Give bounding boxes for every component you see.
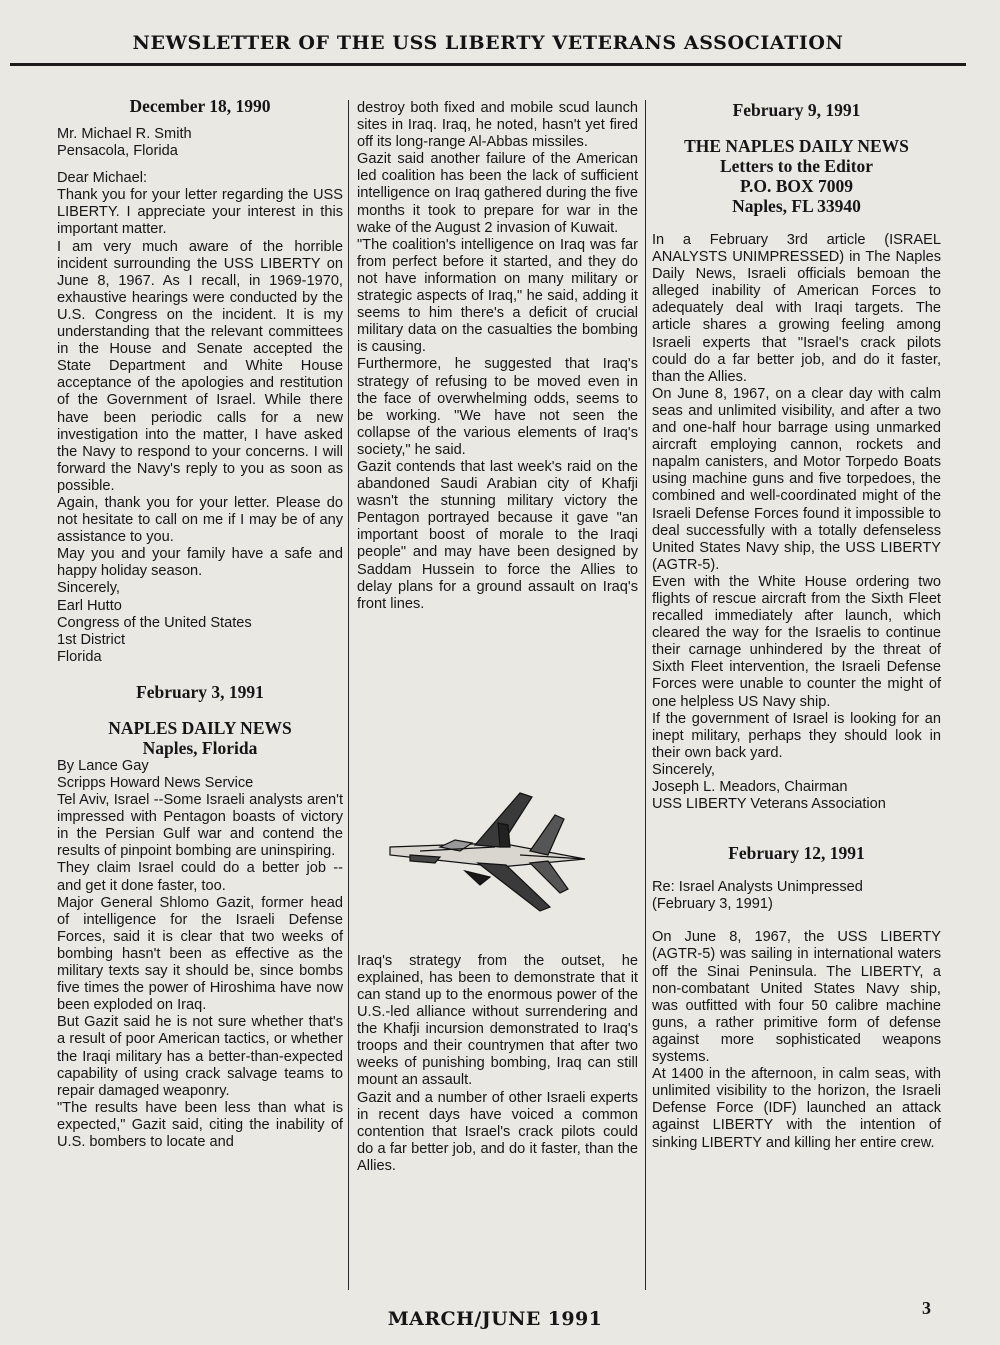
paragraph: On June 8, 1967, on a clear day with calm seas and unlimited visibility, and after a two and one-half hour barrage using unmarked aircraft employing cannon, rockets and napalm canisters, and Motor Torpedo Boats using machine guns and five torpedoes, the combined and well-coordinated might of the Israeli Defense Forces found it impossible to deal successfully with a totally defenseless United States Navy ship, the USS LIBERTY (AGTR-5). — [652, 385, 941, 573]
recipient-name: Mr. Michael R. Smith — [57, 126, 192, 142]
letter-greeting: Dear Michael: — [57, 170, 148, 187]
column-divider — [348, 100, 349, 1290]
publication-name: THE NAPLES DAILY NEWS — [684, 136, 909, 156]
signature-line: Joseph L. Meadors, Chairman — [652, 779, 848, 795]
letter-date: December 18, 1990 — [129, 96, 271, 116]
signature-line: Earl Hutto — [57, 597, 122, 614]
paragraph: In a February 3rd article (ISRAEL ANALYSTS UNIMPRESSED) in The Naples Daily News, Israeli officials bemoan the alleged inability of American Forces to adequately deal with Iraqi targets. The article shares a growing feeling among Israeli experts that "Israel's crack pilots could do a far better job, and do it faster, than the Allies. — [652, 232, 941, 385]
recipient-location: Pensacola, Florida — [57, 143, 178, 160]
paragraph: Iraq's strategy from the outset, he explained, has been to demonstrate that it can stand up to the enormous power of the U.S.-led alliance without surrendering and the Khafji incursion demonstrated to Iraq's troops and their countrymen that after two weeks of punishing bombing, Iraq can still mount an assault. — [357, 952, 638, 1089]
paragraph: May you and your family have a safe and happy holiday season. — [57, 546, 343, 580]
paragraph: If the government of Israel is looking for an inept military, perhaps they should look in their own back yard. — [652, 710, 941, 761]
paragraph: "The results have been less than what is expected," Gazit said, citing the inability of U.S. bombers to locate and — [57, 1099, 343, 1150]
signature-line: Florida — [57, 648, 102, 665]
masthead-title: NEWSLETTER OF THE USS LIBERTY VETERANS ASSOCIATION — [132, 32, 844, 54]
publication-location: Naples, Florida — [142, 737, 258, 758]
paragraph: Thank you for your letter regarding the USS LIBERTY. I appreciate your interest in this important matter. — [57, 187, 343, 238]
postal-city: Naples, FL 33940 — [732, 196, 861, 216]
paragraph: Furthermore, he suggested that Iraq's strategy of refusing to be moved even in the face of overwhelming odds, seems to be working. "We have not seen the collapse of the various elements of Iraq's society," he said. — [357, 356, 638, 458]
column-3 — [652, 100, 941, 1152]
paragraph: Even with the White House ordering two flights of rescue aircraft from the Sixth Fleet recalled immediately after launch, which cleared the way for the Israelis to continue their carnage unhindered by the threat of Sixth Fleet intervention, the Israeli Defense Forces were unable to counter the might of one helpless US Navy ship. — [652, 573, 941, 710]
paragraph: destroy both fixed and mobile scud launch sites in Iraq. Iraq, he noted, hasn't yet fired off its long-range Al-Abbas missiles. — [357, 100, 638, 151]
paragraph: But Gazit said he is not sure whether that's a result of poor American tactics, or whether the Iraqi military has a better-than-expected capability of using crack salvage teams to repair damaged weaponry. — [57, 1014, 343, 1099]
reference-line: Re: Israel Analysts Unimpressed — [652, 879, 863, 896]
paragraph: I am very much aware of the horrible incident surrounding the USS LIBERTY on June 8, 1967. As I recall, in 1969-1970, exhaustive hearings were conducted by the U.S. Congress on the incident. It is my understanding that the relevant committees in the House and Senate accepted the State Department and White House acceptance of the apologies and restitution of the Government of Israel. While there have been periodic calls for a new investigation into the matter, I have asked the Navy to respond to your concerns. I will forward the Navy's reply to you as soon as possible. — [57, 238, 343, 494]
fighter-jet-illustration — [380, 785, 610, 920]
paragraph: Gazit contends that last week's raid on the abandoned Saudi Arabian city of Khafji wasn't the stunning military victory the Pentagon portrayed because it gave "an important boost of morale to the Iraqi people" and may have been designed by Saddam Hussein to force the Allies to delay plans for a ground assault on Iraq's front lines. — [357, 458, 638, 612]
masthead-rule — [10, 63, 966, 66]
letter-date: February 9, 1991 — [732, 100, 861, 120]
paragraph: At 1400 in the afternoon, in calm seas, with unlimited visibility to the horizon, the Israeli Defense Force (IDF) launched an attack against LIBERTY with the intention of sinking LIBERTY and killing her entire crew. — [652, 1066, 941, 1151]
paragraph: Again, thank you for your letter. Please do not hesitate to call on me if I may be of any assistance to you. — [57, 494, 343, 546]
paragraph: "The coalition's intelligence on Iraq was far from perfect before it started, and they do not have information on many military or strategic aspects of Iraq," he said, adding it seems to him there's a deficit of crucial military data on the casualties the bombing is causing. — [357, 236, 638, 356]
paragraph: Gazit said another failure of the American led coalition has been the lack of sufficient intelligence on Iraq gathered during the five months it took to prepare for war in the wake of the August 2 invasion of Kuwait. — [357, 151, 638, 236]
signature-line: Sincerely, — [652, 761, 715, 778]
postal-box: P.O. BOX 7009 — [739, 176, 854, 196]
page-number: 3 — [922, 1298, 931, 1318]
column-1 — [57, 96, 343, 1151]
signature-line: USS LIBERTY Veterans Association — [652, 796, 886, 813]
paragraph: Gazit and a number of other Israeli experts in recent days have voiced a common contention that Israel's crack pilots could do a far better job, and do it faster, than the Allies. — [357, 1089, 638, 1174]
letter-date: February 12, 1991 — [728, 843, 865, 864]
paragraph: On June 8, 1967, the USS LIBERTY (AGTR-5) was sailing in international waters off the Sinai Peninsula. The LIBERTY, a non-combatant United States Navy ship, was outfitted with four 50 calibre machine guns, a rather primitive form of defense against more sophisticated weapons systems. — [652, 929, 941, 1066]
byline: By Lance Gay — [57, 757, 149, 774]
section-name: Letters to the Editor — [719, 156, 874, 176]
column-2 — [357, 100, 638, 1175]
issue-date-footer: MARCH/JUNE 1991 — [387, 1308, 603, 1330]
paragraph: They claim Israel could do a better job -- and get it done faster, too. — [57, 860, 343, 894]
signature-line: Sincerely, — [57, 580, 120, 597]
signature-line: 1st District — [57, 631, 126, 648]
column-divider — [645, 100, 646, 1290]
paragraph: Tel Aviv, Israel --Some Israeli analysts aren't impressed with Pentagon boasts of victory in the Persian Gulf war and contend the results of pinpoint bombing are uninspiring. — [57, 792, 343, 860]
paragraph: Major General Shlomo Gazit, former head of intelligence for the Israeli Defense Forces, said it is clear that two weeks of bombing hasn't been as effective as the military texts say it should be, since bombs five times the power of Hiroshima have now been exploded on Iraq. — [57, 894, 343, 1014]
signature-line: Congress of the United States — [57, 614, 252, 631]
byline-service: Scripps Howard News Service — [57, 775, 254, 791]
publication-name: NAPLES DAILY NEWS — [108, 717, 292, 738]
article-date: February 3, 1991 — [136, 681, 264, 702]
reference-date: (February 3, 1991) — [652, 896, 773, 913]
